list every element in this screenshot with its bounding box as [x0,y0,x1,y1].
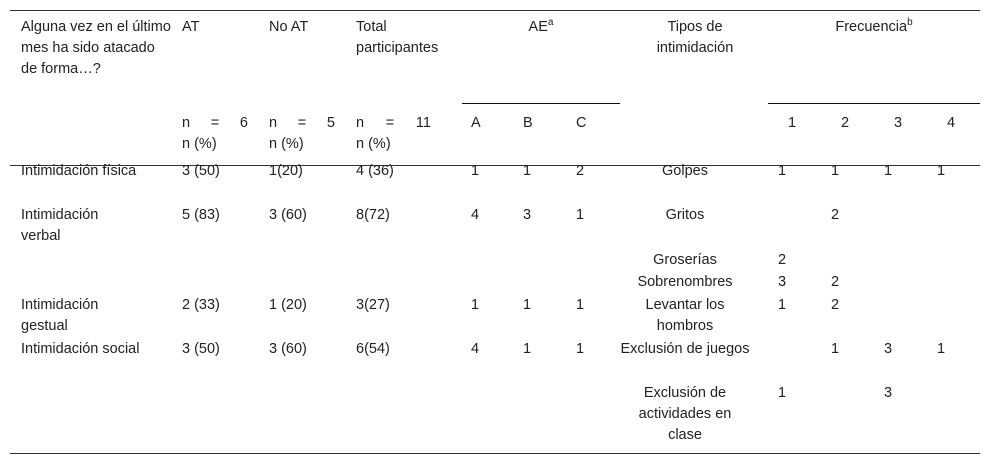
subheader-freq-1: 1 [788,115,797,131]
row-no-at: 3 (60) [269,341,307,357]
row-tipo: Sobrenombres [637,274,733,290]
row-freq-2: 1 [831,341,840,357]
row-ae-b: 3 [523,207,532,223]
row-tipo: Gritos [665,207,705,223]
row-ae-c: 1 [576,341,585,357]
row-freq-4: 1 [937,341,946,357]
row-ae-a: 1 [471,163,480,179]
row-freq-1: 1 [778,297,787,313]
row-ae-b: 1 [523,341,532,357]
row-tipo: Golpes [662,163,708,179]
subheader-total-n: n = 11 n (%) [356,115,431,152]
row-no-at: 1(20) [269,163,303,179]
row-freq-2: 1 [831,163,840,179]
subheader-freq-3: 3 [894,115,903,131]
row-freq-4: 1 [937,163,946,179]
header-ae-sup: a [547,17,554,29]
row-ae-a: 4 [471,341,480,357]
row-tipo: Levantar los hombros [645,297,725,334]
row-tipo: Exclusión de actividades en clase [638,385,732,443]
row-total: 6(54) [356,341,390,357]
row-ae-c: 1 [576,297,585,313]
row-no-at: 3 (60) [269,207,307,223]
subheader-at-n: n = 6 n (%) [182,115,248,152]
row-category: Intimidación verbal [21,207,99,244]
row-total: 8(72) [356,207,390,223]
header-total: Total participantes [356,19,439,56]
row-ae-a: 1 [471,297,480,313]
row-freq-3: 3 [884,341,893,357]
row-tipo: Groserías [653,252,717,268]
header-tipos: Tipos de intimidación [656,19,734,56]
row-tipo: Exclusión de juegos [620,341,750,357]
row-freq-2: 2 [831,274,840,290]
subheader-ae-b: B [523,115,533,131]
row-freq-1: 1 [778,163,787,179]
row-freq-1: 2 [778,252,787,268]
header-question: Alguna vez en el último mes ha sido atacado de forma…? [21,19,171,77]
row-freq-1: 1 [778,385,787,401]
row-category: Intimidación gestual [21,297,99,334]
subheader-ae-c: C [576,115,587,131]
row-total: 3(27) [356,297,390,313]
row-ae-c: 2 [576,163,585,179]
row-category: Intimidación física [21,163,137,179]
row-total: 4 (36) [356,163,394,179]
bullying-table [10,10,980,454]
row-at: 3 (50) [182,163,220,179]
subheader-no-at-n: n = 5 n (%) [269,115,335,152]
row-category: Intimidación social [21,341,140,357]
row-ae-a: 4 [471,207,480,223]
header-ae: $AE^a$ [528,17,554,35]
header-frecuencia: Frecuencia$^b$ [835,17,913,35]
row-at: 5 (83) [182,207,220,223]
row-ae-c: 1 [576,207,585,223]
row-at: 3 (50) [182,341,220,357]
header-at: AT [182,19,200,35]
row-freq-3: 1 [884,163,893,179]
row-freq-1: 3 [778,274,787,290]
row-no-at: 1 (20) [269,297,307,313]
subheader-freq-4: 4 [947,115,956,131]
row-ae-b: 1 [523,297,532,313]
row-freq-2: 2 [831,297,840,313]
frecuencia-group-line [768,103,980,104]
row-at: 2 (33) [182,297,220,313]
header-frecuencia-sup: b [907,17,913,29]
row-freq-2: 2 [831,207,840,223]
header-no-at: No AT [269,19,309,35]
ae-group-line [462,103,620,104]
subheader-ae-a: A [471,115,481,131]
row-freq-3: 3 [884,385,893,401]
subheader-freq-2: 2 [841,115,850,131]
row-ae-b: 1 [523,163,532,179]
